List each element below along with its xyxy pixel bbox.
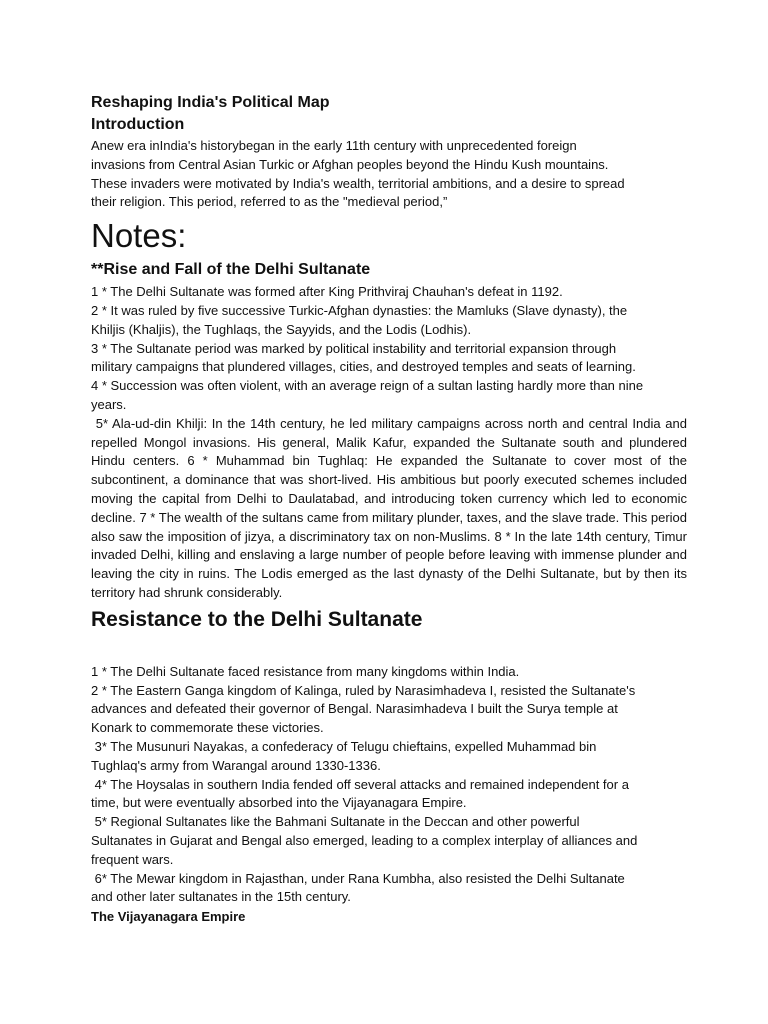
- list-line: and other later sultanates in the 15th century.: [91, 889, 351, 905]
- document-page: [91, 92, 691, 927]
- intro-line: their religion. This period, referred to as the "medieval period,”: [91, 194, 448, 210]
- vijayanagara-heading: The Vijayanagara Empire: [91, 909, 246, 925]
- rise-fall-list: [91, 283, 687, 415]
- list-line: 3 * The Sultanate period was marked by political instability and territorial expansion through: [91, 340, 617, 356]
- intro-line: invasions from Central Asian Turkic or Afghan peoples beyond the Hindu Kush mountains.: [91, 156, 609, 172]
- resistance-list: [91, 663, 687, 907]
- list-line: Sultanates in Gujarat and Bengal also emerged, leading to a complex interplay of alliances and: [91, 832, 638, 848]
- intro-line: Anew era inIndia's historybegan in the early 11th century with unprecedented foreign: [91, 138, 577, 153]
- intro-paragraph: [91, 137, 687, 212]
- list-line: 5* Regional Sultanates like the Bahmani Sultanate in the Deccan and other powerful: [91, 814, 580, 830]
- notes-heading: Notes:: [91, 217, 187, 255]
- list-line: frequent wars.: [91, 851, 174, 867]
- list-line: 3* The Musunuri Nayakas, a confederacy of Telugu chieftains, expelled Muhammad bin: [91, 738, 597, 754]
- list-line: military campaigns that plundered villages, cities, and destroyed temples and seats of learning.: [91, 359, 636, 375]
- rise-fall-heading: **Rise and Fall of the Delhi Sultanate: [91, 261, 371, 279]
- resistance-heading: Resistance to the Delhi Sultanate: [91, 607, 423, 631]
- list-line: Konark to commemorate these victories.: [91, 720, 324, 736]
- list-line: 1 * The Delhi Sultanate faced resistance from many kingdoms within India.: [91, 663, 520, 679]
- intro-heading: Introduction: [91, 116, 185, 133]
- list-line: Tughlaq's army from Warangal around 1330-1336.: [91, 757, 381, 773]
- intro-line: These invaders were motivated by India's wealth, territorial ambitions, and a desire to spread: [91, 175, 625, 191]
- list-line: 6* The Mewar kingdom in Rajasthan, under Rana Kumbha, also resisted the Delhi Sultanate: [91, 870, 625, 886]
- list-line: 4 * Succession was often violent, with an average reign of a sultan lasting hardly more than nine: [91, 378, 644, 394]
- list-line: 2 * It was ruled by five successive Turkic-Afghan dynasties: the Mamluks (Slave dynasty), the: [91, 302, 628, 318]
- list-line: advances and defeated their governor of Bengal. Narasimhadeva I built the Surya temple at: [91, 701, 618, 717]
- rise-fall-paragraph: 5* Ala-ud-din Khilji: In the 14th century, he led military campaigns across north and central India and repelled Mongol invasions. His general, Malik Kafur, expanded the Sultanate south and plundered Hindu centers. 6 * Muhammad bin Tughlaq: He expanded the Sultanate to cover most of the subcontinent, a dominance that was short-lived. His ambitious but poorly executed schemes included moving the capital from Delhi to Daulatabad, and introducing token currency which led to economic decline. 7 * The wealth of the sultans came from military plunder, taxes, and the slave trade. This period also saw the imposition of jizya, a discriminatory tax on non-Muslims. 8 * In the late 14th century, Timur invaded Delhi, killing and enslaving a large number of people before leaving with immense plunder and leaving the city in ruins. The Lodis emerged as the last dynasty of the Delhi Sultanate, but by then its territory had shrunk considerably.: [91, 415, 691, 600]
- list-line: 1 * The Delhi Sultanate was formed after King Prithviraj Chauhan's defeat in 1192.: [91, 284, 563, 300]
- list-line: years.: [91, 396, 127, 412]
- section-spacer: [91, 633, 687, 663]
- list-line: 4* The Hoysalas in southern India fended off several attacks and remained independent for a: [91, 776, 629, 792]
- document-title: Reshaping India's Political Map: [91, 94, 330, 111]
- list-line: Khiljis (Khaljis), the Tughlaqs, the Sayyids, and the Lodis (Lodhis).: [91, 321, 472, 337]
- list-line: 2 * The Eastern Ganga kingdom of Kalinga, ruled by Narasimhadeva I, resisted the Sultanate's: [91, 682, 636, 698]
- list-line: time, but were eventually absorbed into the Vijayanagara Empire.: [91, 795, 467, 811]
